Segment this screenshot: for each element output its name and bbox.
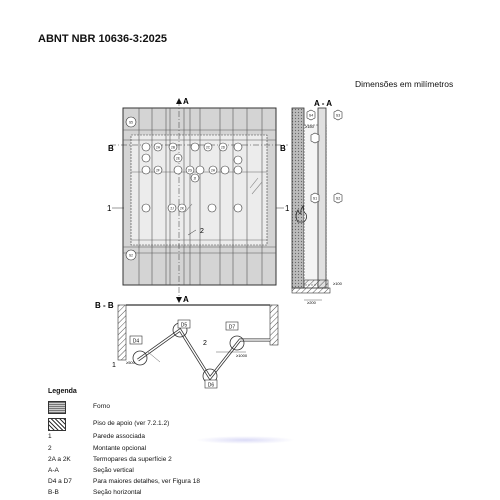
section-aa (292, 99, 343, 305)
label-2: 2 (200, 228, 204, 235)
section-bb-title: B - B (95, 301, 114, 310)
dim-100-aa: ≥100 (333, 281, 342, 286)
s5-label: S5 (129, 120, 133, 125)
thermo-2h: 2H (210, 168, 216, 173)
label-1-bb: 1 (112, 362, 116, 369)
legend-value: Seção vertical (93, 467, 134, 474)
thermo-2g: 2G (187, 168, 193, 173)
forno-swatch (48, 401, 66, 414)
marker-b-left: B (108, 144, 114, 153)
thermo-2a: 2A (156, 145, 160, 150)
legend-value: Forno (93, 403, 110, 410)
section-bb (95, 301, 278, 389)
thermo-2b: 2B (171, 145, 175, 150)
d5-label: D5 (180, 322, 188, 329)
marker-a-top: A (183, 97, 189, 106)
dim-150-aa: ≥150 (305, 124, 314, 129)
s1-label: S1 (312, 196, 318, 201)
legend-value: Montante opcional (93, 445, 147, 452)
label-2-bb: 2 (203, 340, 207, 347)
d6-label: D6 (207, 382, 215, 389)
piso-swatch (48, 418, 66, 431)
legend-key: 2 (48, 445, 52, 452)
thermo-2e: 2E (176, 156, 180, 161)
thermo-2f: 2F (156, 168, 160, 173)
page-glow (195, 436, 295, 444)
legend-key: 2A a 2K (48, 456, 71, 463)
thermo-2j: 2J (170, 206, 174, 211)
label-1-left: 1 (107, 204, 112, 213)
label-1-right: 1 (285, 204, 290, 213)
marker-b-right: B (280, 144, 286, 153)
s2-label: S2 (129, 253, 133, 258)
thermo-2k: 2K (180, 206, 184, 211)
legend-value: Termopares da superfície 2 (93, 456, 172, 463)
s4-label: S4 (308, 113, 314, 118)
legend-value: Seção horizontal (93, 489, 142, 496)
legend-key: B-B (48, 489, 59, 496)
standard-header: ABNT NBR 10636-3:2025 (38, 33, 167, 45)
s2-aa-label: S2 (335, 196, 341, 201)
dim-200-aa: ≥200 (307, 300, 316, 305)
marker-a-bottom: A (183, 295, 189, 304)
section-aa-title: A - A (314, 99, 333, 108)
thermo-2c: 2C (205, 145, 211, 150)
s3-label: S3 (335, 113, 341, 118)
legend-value: Parede associada (93, 433, 146, 440)
units-note: Dimensões em milímetros (355, 79, 454, 89)
d4-label: D4 (132, 338, 140, 345)
thermo-2d: 2D (220, 145, 226, 150)
legend-title: Legenda (48, 388, 77, 395)
legend-key: D4 a D7 (48, 478, 72, 485)
thermo-2i: 2I (193, 176, 197, 181)
front-elevation (107, 97, 290, 304)
legend-key: A-A (48, 467, 59, 474)
dim-1000-bb: ≥1000 (236, 353, 248, 358)
legend-key: 1 (48, 433, 52, 440)
legend-value: Para maiores detalhes, ver Figura 18 (93, 478, 200, 485)
d7-label: D7 (228, 324, 236, 331)
legend-value: Piso de apoio (ver 7.2.1.2) (93, 420, 170, 427)
dim-500-bb: ≥500 (126, 360, 135, 365)
